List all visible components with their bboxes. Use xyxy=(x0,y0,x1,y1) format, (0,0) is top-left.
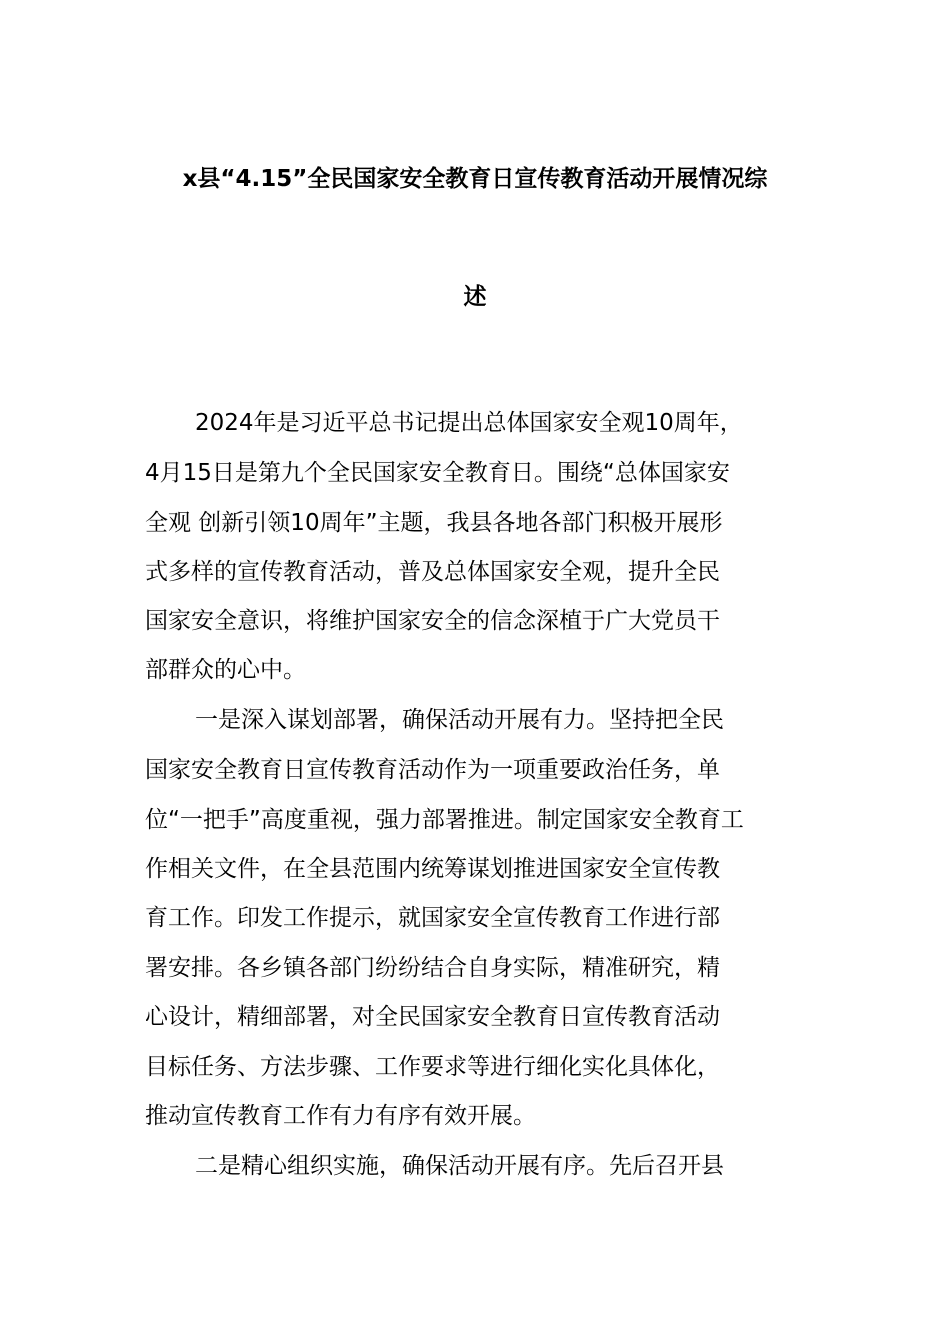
document-title-line-1: x县“4.15”全民国家安全教育日宣传教育活动开展情况综 xyxy=(182,166,768,192)
paragraph-1-line: 式多样的宣传教育活动，普及总体国家安全观，提升全民 xyxy=(145,559,720,585)
paragraph-2-line: 育工作。印发工作提示，就国家安全宣传教育工作进行部 xyxy=(145,905,720,931)
paragraph-2-line: 一是深入谋划部署，确保活动开展有力。坚持把全民 xyxy=(195,707,724,733)
paragraph-1-line: 部群众的心中。 xyxy=(145,657,306,683)
paragraph-2-line: 国家安全教育日宣传教育活动作为一项重要政治任务，单 xyxy=(145,757,720,783)
paragraph-2-line: 心设计，精细部署，对全民国家安全教育日宣传教育活动 xyxy=(145,1004,720,1030)
paragraph-2-line: 署安排。各乡镇各部门纷纷结合自身实际，精准研究，精 xyxy=(145,955,720,981)
paragraph-2-line: 推动宣传教育工作有力有序有效开展。 xyxy=(145,1103,536,1129)
paragraph-1-line: 全观 创新引领10周年”主题，我县各地各部门积极开展形 xyxy=(145,510,723,536)
document-title-line-2: 述 xyxy=(463,284,487,310)
paragraph-2-line: 目标任务、方法步骤、工作要求等进行细化实化具体化， xyxy=(145,1054,720,1080)
paragraph-1-line: 国家安全意识，将维护国家安全的信念深植于广大党员干 xyxy=(145,608,720,634)
paragraph-2-line: 位“一把手”高度重视，强力部署推进。制定国家安全教育工 xyxy=(145,807,744,833)
paragraph-3-line: 二是精心组织实施，确保活动开展有序。先后召开县 xyxy=(195,1153,724,1179)
paragraph-2-line: 作相关文件，在全县范围内统筹谋划推进国家安全宣传教 xyxy=(145,856,720,882)
paragraph-1-line: 4月15日是第九个全民国家安全教育日。围绕“总体国家安 xyxy=(145,460,730,486)
paragraph-1-line: 2024年是习近平总书记提出总体国家安全观10周年， xyxy=(195,410,743,436)
